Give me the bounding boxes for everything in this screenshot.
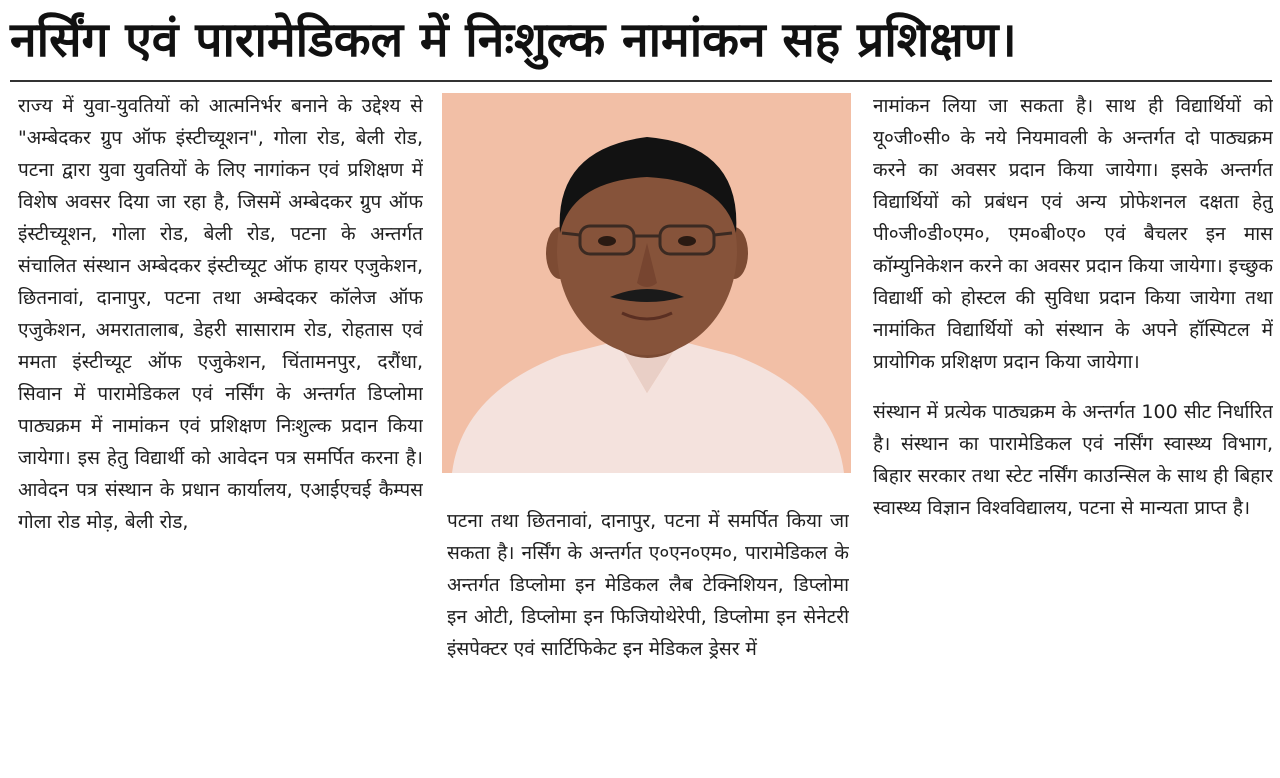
right-column-paragraph-2: संस्थान में प्रत्येक पाठ्यक्रम के अन्तर्गत 100 सीट निर्धारित है। संस्थान का पारामेडिकल एवं नर्सिंग स्वास्थ्य विभाग, बिहार सरकार तथा स्टेट नर्सिंग काउन्सिल के साथ ही बिहार स्वास्थ्य विज्ञान विश्वविद्यालय, पटना से मान्यता प्राप्त है।	[873, 401, 1273, 519]
portrait-illustration	[442, 93, 851, 473]
headline: नर्सिंग एवं पारामेडिकल में निःशुल्क नामांकन सह प्रशिक्षण।	[10, 12, 1017, 68]
left-column-text: राज्य में युवा-युवतियों को आत्मनिर्भर बनाने के उद्देश्य से "अम्बेदकर ग्रुप ऑफ इंस्टीच्यूशन", गोला रोड, बेली रोड, पटना द्वारा युवा युवतियों के लिए नागांकन एवं प्रशिक्षण में विशेष अवसर दिया जा रहा है, जिसमें अम्बेदकर ग्रुप ऑफ इंस्टीच्यूशन, गोला रोड, बेली रोड, पटना के अन्तर्गत संचालित संस्थान अम्बेदकर इंस्टीच्यूट ऑफ हायर एजुकेशन, छितनावां, दानापुर, पटना तथा अम्बेदकर कॉलेज ऑफ एजुकेशन, अमरातालाब, डेहरी सासाराम रोड, रोहतास एवं ममता इंस्टीच्यूट ऑफ एजुकेशन, चिंतामनपुर, दरौंधा, सिवान में पारामेडिकल एवं नर्सिंग के अन्तर्गत डिप्लोमा पाठ्यक्रम में नामांकन एवं प्रशिक्षण निःशुल्क प्रदान किया जायेगा। इस हेतु विद्यार्थी को आवेदन पत्र समर्पित करना है। आवेदन पत्र संस्थान के प्रधान कार्यालय, एआईएचई कैम्पस गोला रोड मोड़, बेली रोड,	[18, 95, 423, 533]
headline-rule	[10, 80, 1272, 82]
portrait-photo	[442, 93, 851, 473]
right-column-paragraph-1: नामांकन लिया जा सकता है। साथ ही विद्यार्थियों को यू०जी०सी० के नये नियमावली के अन्तर्गत दो पाठ्यक्रम करने का अवसर प्रदान किया जायेगा। इसके अन्तर्गत विद्यार्थियों को प्रबंधन एवं अन्य प्रोफेशनल दक्षता हेतु पी०जी०डी०एम०, एम०बी०ए० एवं बैचलर इन मास कॉम्युनिकेशन करने का अवसर प्रदान किया जायेगा। इच्छुक विद्यार्थी को होस्टल की सुविधा प्रदान किया जायेगा तथा नामांकित विद्यार्थियों को संस्थान के अपने हॉस्पिटल में प्रायोगिक प्रशिक्षण प्रदान किया जायेगा।	[873, 95, 1273, 373]
article-column-middle	[447, 505, 849, 770]
middle-column-text: पटना तथा छितनावां, दानापुर, पटना में समर्पित किया जा सकता है। नर्सिंग के अन्तर्गत ए०एन०एम०, पारामेडिकल के अन्तर्गत डिप्लोमा इन मेडिकल लैब टेक्निशियन, डिप्लोमा इन ओटी, डिप्लोमा इन फिजियोथेरेपी, डिप्लोमा इन सेनेटरी इंसपेक्टर एवं सार्टिफिकेट इन मेडिकल ड्रेसर में	[447, 510, 849, 660]
article-column-left	[18, 90, 423, 770]
article-column-right	[873, 90, 1273, 770]
